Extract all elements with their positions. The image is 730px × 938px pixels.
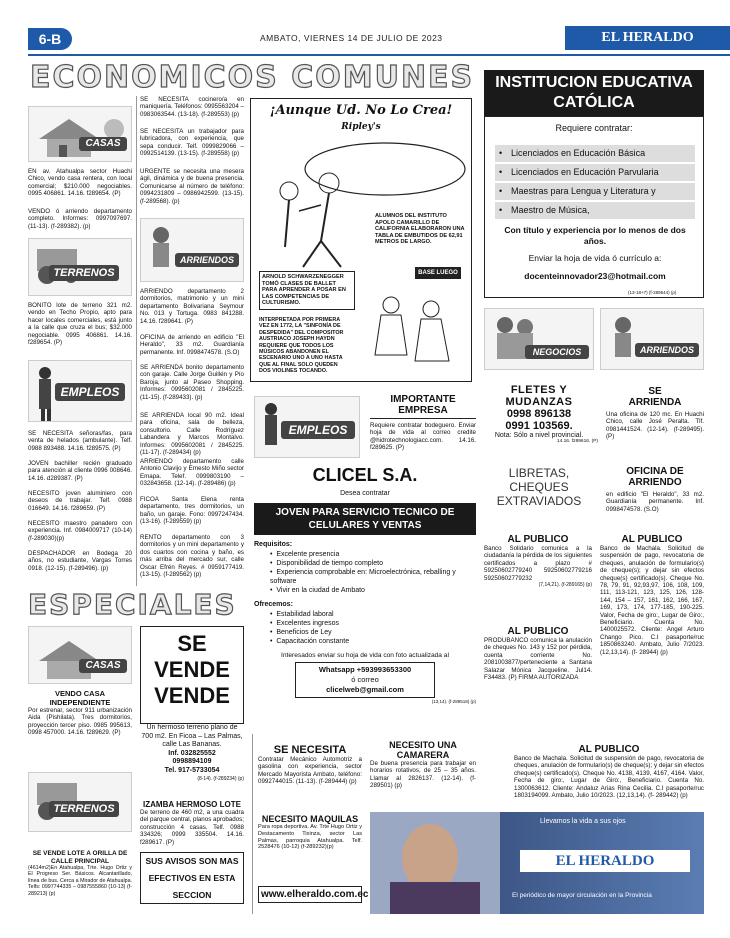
- heraldo-promo: Llevamos la vida a sus ojos EL HERALDO El periódico de mayor circulación en la Provincia: [370, 812, 704, 914]
- person-icon: [601, 309, 704, 370]
- se-arrienda-ad: SE ARRIENDA Una oficina de 120 mc. En Huachi Chico, calle José Peralta. Tlf. 0981441524. (12-14). (f-289495). (P): [606, 386, 704, 441]
- inst-ad: [484, 116, 704, 298]
- comic-title: ¡Aunque Ud. No Lo Crea! Ripley's: [269, 103, 453, 132]
- al-publico-produbanco: AL PUBLICO PRODUBANCO comunica la anulación de cheques No. 143 y 152 por pérdida, cuenta corriente No. 2081003877/perteneciente a Santana Salazar Mónica Jacqueline. Jul14. F34483. (P) FIRMA AUTORIZADA: [484, 626, 592, 682]
- page-number: 6-B: [28, 28, 72, 50]
- model-photo: [370, 812, 500, 914]
- arriendos-logo-2: ARRIENDOS: [600, 308, 704, 370]
- empleos-logo-2: EMPLEOS: [254, 396, 360, 458]
- oficina-ad: OFICINA DE ARRIENDO en edificio "El Heraldo", 33 m2. Guardianía permanente. Inf. 0998474578. (S.O): [606, 466, 704, 513]
- vendo-casa-ad: VENDO CASA INDEPENDIENTE Por estrenar, sector 911 urbanización Aida (Pishilata). Tres dormitorios, proyección tercer piso. 0985 995613, 0998 457000. 14.16. f289629. (P): [28, 689, 132, 737]
- empleos-logo: EMPLEOS: [28, 360, 132, 422]
- dateline: AMBATO, VIERNES 14 DE JULIO DE 2023: [260, 33, 443, 43]
- listing-bonito-lote: BONITO lote de terreno 321 m2. vendo en Techo Propio, apto para hacer locales comerciales, está junto a la calle que cruza el bus; $32.000 negociable. 0995 406861. 14.16. f289654. (P): [28, 302, 132, 347]
- casas-logo-2: CASAS: [28, 626, 132, 684]
- al-publico-solidario: AL PUBLICO Banco Solidario comunica a la ciudadanía la pérdida de los siguientes certificados a plazo # 59250602779240 59250602779216 59250602779232 (7,14,21). (f-289165) (p): [484, 534, 592, 589]
- comic-badge: BASE LUEGO: [415, 267, 461, 279]
- masthead[interactable]: EL HERALDO: [565, 26, 730, 50]
- terrenos-logo: TERRENOS: [28, 238, 132, 296]
- izamba-ad: IZAMBA HERMOSO LOTE De terreno de 460 m2, a una cuadra del parque central, planos aprobados; construcción 4 casas. Telf. 0988 334326; 0999 335504. 14.16. f289617. (P): [140, 800, 244, 846]
- importante-ad: IMPORTANTE EMPRESA Requiere contratar bodeguero. Enviar hoja de vida al correo credite @hidrotechnologiacc.com. 14.16. f289625. (P): [370, 394, 476, 452]
- se-vende-body: Un hermoso terreno plano de 700 m2. En Ficoa – Las Palmas, calle Las Bananas. Inf. 032825552 0998894109 Tel. 917-5733054 (8-14). (f-289234) (p): [141, 724, 244, 782]
- inst-req: Requiere contratar:: [555, 123, 633, 133]
- especiales-banner: ESPECIALES: [28, 588, 237, 621]
- inst-env: Enviar la hoja de vida ó currículo a:: [528, 253, 662, 263]
- al-publico-machala-2: AL PUBLICO Banco de Machala. Solicitud de suspensión de pago, revocatoria de cheques, anulación de formulario(s) de cheque(s); y dejar sin efectos cheque(s) certificado(s). Cheque No. 4138, 4139, 4167, 4164. Valor, Fecha de giro:, Lugar de Giro:, Beneficiario. Cuenta No. 1300063612. Cliente: Andaluz Arias Rina Cecilia. C.I pasaporte/ruc 1803194099. Ambato, Julio 10/2023. (12,13,14). (f- 289442) (p): [514, 744, 704, 800]
- inst-exp: Con título y experiencia por lo menos de dos años.: [504, 225, 686, 246]
- listing-arriendo-2: OFICINA de arriendo en edificio "El Heraldo", 33 m2. Guardianía permanente. Inf. 0998474578. (S.O): [140, 334, 244, 356]
- se-vende-ad: SE VENDE VENDE: [140, 626, 244, 724]
- header-rule: [28, 54, 730, 56]
- listing-arriendo-7: RENTO departamento con 3 dormitorios y un mini departamento y dos cuartos con cocina y baño, es más arriba del mercado sur, calle Oscar Efrén Reyes. # 0959177419. (13-15). (f-289562) (p): [140, 534, 244, 579]
- clicel-contact[interactable]: Whatsapp +593993653300 ó correo clicelweb@gmail.com: [295, 662, 435, 698]
- listing-lubricadora: SE NECESITA un trabajador para lubricadora, con experiencia, que sepa conducir. Telf. 0999829066 – 0992514139. (13-15). (f-289558) (p): [140, 128, 244, 158]
- arriendos-logo: ARRIENDOS: [140, 218, 244, 282]
- listing-arriendo-5: ARRIENDO departamento calle Antonio Clavijo y Ernesto Miño sector Emapa. Telef. 0999803190 – 032843658. (12-14). (f-289486) (p): [140, 458, 244, 488]
- listing-empleo-2: JOVEN bachiller recién graduado para atención al cliente 0996 008646. 14.16. d289387. (P): [28, 460, 132, 482]
- house-icon: [29, 107, 132, 162]
- listing-empleo-4: NECESITO maestro panadero con experiencia. Inf. 0984009717 (10-14) (f-289030)(p): [28, 520, 132, 542]
- comic-panel-haydn: INTERPRETADA POR PRIMERA VEZ EN 1772, LA "SINFONÍA DE DESPEDIDA" DEL COMPOSITOR AUSTRIACO JOSEPH HAYDN REQUIERE QUE TODOS LOS MÚSICOS ABANDONEN EL ESCENARIO UNO A UNO HASTA QUE AL FINAL SOLO QUEDEN DOS VIOLINES TOCANDO.: [259, 317, 344, 375]
- web-link[interactable]: www.elheraldo.com.ec: [258, 886, 362, 903]
- listing-arriendo-6: FICOA Santa Elena renta departamento, tres dormitorios, un baño, un garaje. Fono: 0997247434. (13-16). (f-289559) (p): [140, 496, 244, 526]
- camarera-ad: NECESITO UNA CAMARERA De buena presencia para trabajar en horarios rotativos, de 25 – 35 años. Llamar al 2826137. (12-14). (f-289501) (p): [370, 740, 476, 790]
- comic-illustration: [255, 121, 469, 271]
- listing-cocinero: SE NECESITA cocinero/a en maniquería. Teléfonos: 0995563204 – 0983063544. (13-18). (f-289553) (p): [140, 96, 244, 118]
- listing-casa-atahualpa: EN av. Atahualpa sector Huachi Chico, vendo casa rentera, con local comercial; $210.000 negociables. 0995 406861. 14.16. f289654. (P): [28, 168, 132, 198]
- column-divider: [136, 96, 137, 586]
- inst-code: (13-18+7) (f-289544) (p): [628, 290, 677, 295]
- terrenos-logo-2: TERRENOS: [28, 772, 132, 832]
- listing-arriendo-4: SE ARRIENDA local 90 m2. Ideal para oficina, sala de belleza, consultorio. Calle Rodríguez Labandera y Marcos Montalvo. Informes: 0995602081 / 2845225. (11-17). (f-289434) (p): [140, 412, 244, 457]
- lote-orilla-ad: SE VENDE LOTE A ORILLA DE CALLE PRINCIPAL (4614m2)En Atahualpa, Trte. Hugo Ortiz y El Progreso Ser. Básicos. Alcantarillado, línea de bus. Cerca a Mirador de Atahualpa. Telfs: 0997744335 – 0987555860 (10-13) (f-289213) (p): [28, 850, 132, 897]
- ripleys-comic: [250, 98, 472, 382]
- listing-arriendo-3: SE ARRIENDA bonito departamento con garaje. Calle Jorge Guillén y Pío Baroja, junto al Paseo Shopping. Informes: 0995602081 / 2845225. (11-15). (f-289433). (p): [140, 364, 244, 401]
- maquilas-ad: NECESITO MAQUILAS Para ropa deportiva. Av. Trte Hugo Ortiz y Destacamento Tixinza, sector Las Palmas, parroquia Atahualpa. Telf. 2528476 (10-12) (f-289232)(p): [258, 814, 362, 851]
- inst-email[interactable]: docenteinnovador23@hotmail.com: [524, 271, 666, 281]
- fletes-ad: FLETES Y MUDANZAS 0998 896138 0991 103569. Nota: Sólo a nivel provincial. 14.16. f289616. (P): [494, 384, 598, 444]
- inst-list: • Licenciados en Educación Básica • Licenciados en Educación Parvularia • Maestras para Lengua y Literatura y • Maestro de Música,: [495, 145, 695, 219]
- casas-logo: CASAS: [28, 106, 132, 162]
- listing-mesera: URGENTE se necesita una mesera ágil, dinámica y de buena presencia. Comunicarse al número de teléfono: 0994231809 – 0986942599. (13-15). (f-289568). (p): [140, 168, 244, 205]
- column-divider-2: [252, 734, 253, 914]
- avisos-promo: SUS AVISOS SON MAS EFECTIVOS EN ESTA SECCION: [140, 852, 244, 904]
- person-icon: [141, 219, 244, 282]
- se-necesita-ad: SE NECESITA Contratar Mecánico Automotriz a gasolina con experiencia, sector Mercado Mayorista Ambato, teléfono: 0992744015. (11-13). (f-289444) (p): [258, 744, 362, 786]
- listing-empleo-3: NECESITO joven aluminiero con deseos de trabajar. Telf. 0988 016649. 14.16. f289659. (P): [28, 490, 132, 512]
- libretas-label: LIBRETAS, CHEQUES EXTRAVIADOS: [496, 466, 582, 508]
- house-icon: [29, 627, 132, 684]
- economicos-banner: ECONOMICOS COMUNES: [30, 60, 475, 95]
- violinists-illustration: [361, 285, 469, 377]
- comic-panel-embutidos: ALUMNOS DEL INSTITUTO APOLO CAMARILLO DE CALIFORNIA ELABORARON UNA TABLA DE EMBUTIDOS DE 62,91 METROS DE LARGO.: [375, 213, 465, 246]
- negocios-logo: NEGOCIOS: [484, 308, 594, 370]
- clicel-ad: CLICEL S.A. Desea contratar JOVEN PARA SERVICIO TECNICO DE CELULARES Y VENTAS Requisitos: • Excelente presencia • Disponibilidad de tiempo completo • Experiencia comprobable en: Microelectrónica, reballing y software • Vivir en la ciudad de Ambato Ofrecemos: • Estabilidad laboral • Excelentes ingresos • Beneficios de Ley • Capacitación constante Interesados enviar su hoja de vida con foto actualizada al Whatsapp +593993653300 ó correo clicelweb@gmail.com (13,14). (f-289518) (p): [254, 465, 476, 704]
- al-publico-machala-1: AL PUBLICO Banco de Machala. Solicitud de suspensión de pago, revocatoria de cheques, anulación de formulario(s) de cheque(s); y dejar sin efectos cheque(s) certificado(s). Cheque No. 78, 79, 91, 92,93,97, 106, 108, 109, 111, 113-121, 123, 125, 126, 128-144, 154 – 157, 161, 162, 166, 167, 169, 173, 174, 177-185, 190-225. Valor, Fecha de giro:, Lugar de Giro:, Beneficiario. Cuenta No. 1400025572. Cliente: Angel Arturo Chango Pico. C.I pasaporte/ruc 1850863240. Ambato, Julio 7/2023. (12,13,14). (f- 28944) (p): [600, 534, 704, 656]
- listing-arriendo-1: ARRIENDO departamento 2 dormitorios, matrimonio y un mini departamento Bolivariana Seymour No. 013 y Tortuga. 0983 841288. 14.16. f289641. (P): [140, 288, 244, 325]
- inst-title: INSTITUCION EDUCATIVA CATÓLICA: [484, 70, 704, 116]
- listing-empleo-1: SE NECESITA señoras/fas, para venta de helados (ambulante). Telf. 0988 893488. 14.16. f289575. (P): [28, 430, 132, 452]
- business-people-icon: [485, 309, 594, 370]
- listing-vendo-dept: VENDO ó arriendo departamento completo. Informes: 0997097697. (11-13). (f-289382). (p): [28, 208, 132, 230]
- listing-empleo-5: DESPACHADOR en Bodega 20 años, no estudiante, Vargas Torres 0918. (12-15). (f-289496). (p): [28, 550, 132, 572]
- comic-panel-arnold: ARNOLD SCHWARZENEGGER TOMÓ CLASES DE BALLET PARA APRENDER A POSAR EN LAS COMPETENCIAS DE CULTURISMO.: [259, 271, 355, 310]
